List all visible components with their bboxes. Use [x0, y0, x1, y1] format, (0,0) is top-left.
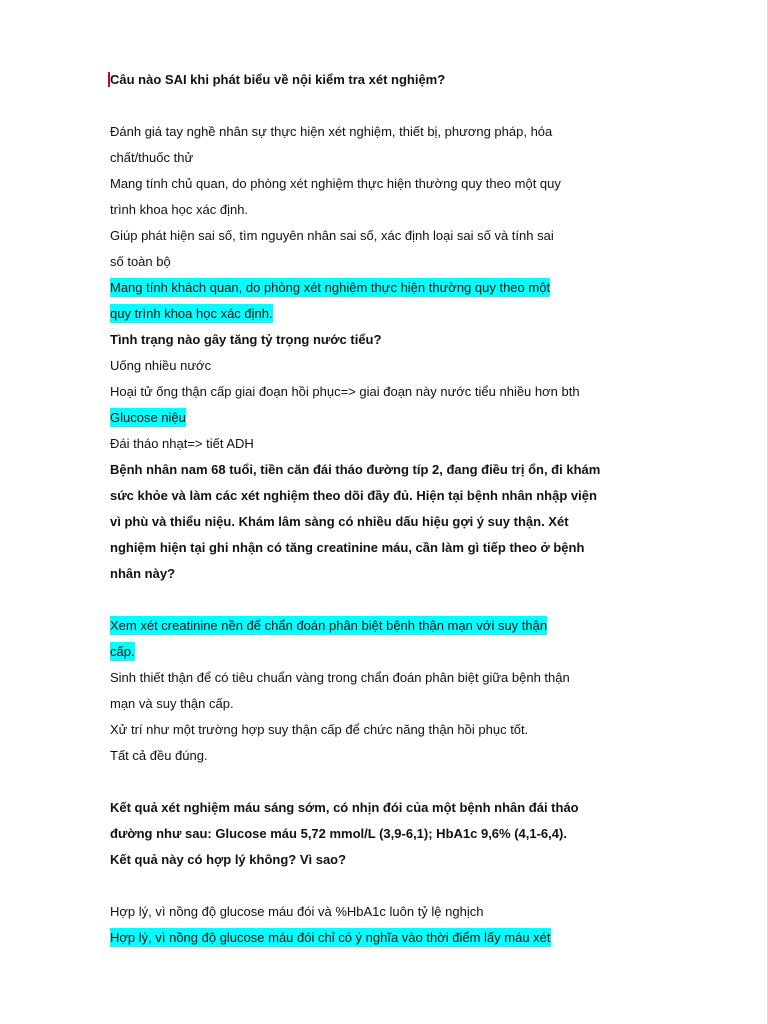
spacer — [110, 873, 670, 899]
q1-option-4-highlighted-line-2: quy trình khoa học xác định. — [110, 306, 273, 321]
q4-option-1: Hợp lý, vì nồng độ glucose máu đói và %HbA1c luôn tỷ lệ nghịch — [110, 904, 484, 919]
question-3-line-4: nghiệm hiện tại ghi nhận có tăng creatinine máu, cần làm gì tiếp theo ở bệnh — [110, 540, 585, 555]
question-4-line-2: đường như sau: Glucose máu 5,72 mmol/L (3,9-6,1); HbA1c 9,6% (4,1-6,4). — [110, 826, 567, 841]
q4-option-2-highlighted: Hợp lý, vì nồng độ glucose máu đói chỉ có ý nghĩa vào thời điểm lấy máu xét — [110, 930, 551, 945]
q2-option-3-highlighted: Glucose niệu — [110, 410, 186, 425]
question-3-line-5: nhân này? — [110, 566, 176, 581]
question-3-line-1: Bệnh nhân nam 68 tuổi, tiền căn đái tháo đường típ 2, đang điều trị ổn, đi khám — [110, 462, 601, 477]
question-2: Tình trạng nào gây tăng tỷ trọng nước tiểu? — [110, 332, 382, 347]
q1-option-3-line-2: số toàn bộ — [110, 254, 171, 269]
question-4-line-3: Kết quả này có hợp lý không? Vì sao? — [110, 852, 347, 867]
spacer — [110, 769, 670, 795]
q1-option-2-line-2: trình khoa học xác định. — [110, 202, 249, 217]
question-4-line-1: Kết quả xét nghiệm máu sáng sớm, có nhịn đói của một bệnh nhân đái tháo — [110, 800, 579, 815]
text-cursor — [108, 72, 110, 87]
q1-option-3-line-1: Giúp phát hiện sai số, tìm nguyên nhân sai số, xác định loại sai số và tính sai — [110, 228, 554, 243]
q3-option-1-highlighted-line-2: cấp. — [110, 644, 135, 659]
q1-option-1-line-1: Đánh giá tay nghề nhân sự thực hiện xét nghiệm, thiết bị, phương pháp, hóa — [110, 124, 553, 139]
spacer — [110, 93, 670, 119]
q1-option-2-line-1: Mang tính chủ quan, do phòng xét nghiệm thực hiện thường quy theo một quy — [110, 176, 561, 191]
q3-option-1-highlighted-line-1: Xem xét creatinine nền để chẩn đoán phân biệt bệnh thận mạn với suy thận — [110, 618, 548, 633]
q1-option-4-highlighted-line-1: Mang tính khách quan, do phòng xét nghiệm thực hiện thường quy theo một — [110, 280, 551, 295]
q2-option-2: Hoại tử ống thận cấp giai đoạn hồi phục=> giai đoạn này nước tiểu nhiều hơn bth — [110, 384, 580, 399]
q3-option-3: Xử trí như một trường hợp suy thận cấp để chức năng thận hồi phục tốt. — [110, 722, 529, 737]
q3-option-2-line-2: mạn và suy thận cấp. — [110, 696, 234, 711]
question-3-line-2: sức khỏe và làm các xét nghiệm theo dõi đầy đủ. Hiện tại bệnh nhân nhập viện — [110, 488, 597, 503]
document-body[interactable] — [110, 67, 670, 951]
q3-option-4: Tất cả đều đúng. — [110, 748, 208, 763]
q3-option-2-line-1: Sinh thiết thận để có tiêu chuẩn vàng trong chẩn đoán phân biệt giữa bệnh thận — [110, 670, 570, 685]
spacer — [110, 587, 670, 613]
question-1 — [110, 67, 670, 93]
q1-option-1-line-2: chất/thuốc thử — [110, 150, 194, 165]
question-1-text: Câu nào SAI khi phát biểu về nội kiểm tra xét nghiệm? — [110, 72, 446, 87]
q2-option-1: Uống nhiều nước — [110, 358, 212, 373]
question-3-line-3: vì phù và thiểu niệu. Khám lâm sàng có nhiều dấu hiệu gợi ý suy thận. Xét — [110, 514, 569, 529]
q2-option-4: Đái tháo nhạt=> tiết ADH — [110, 436, 254, 451]
